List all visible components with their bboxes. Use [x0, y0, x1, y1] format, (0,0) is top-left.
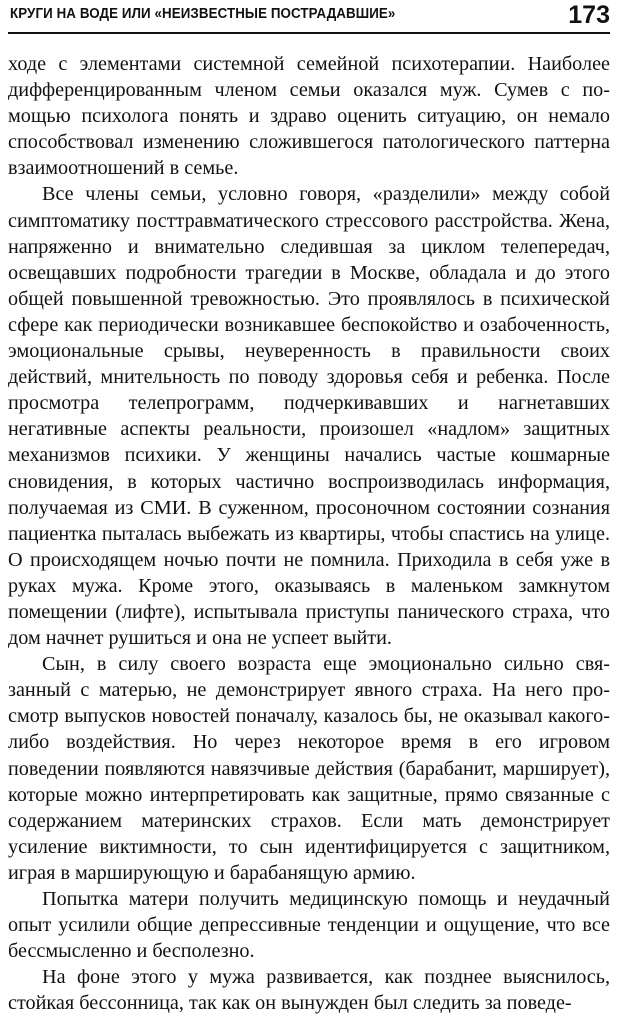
- running-title: КРУГИ НА ВОДЕ ИЛИ «НЕИЗВЕСТНЫЕ ПОСТРАДАВШИЕ»: [10, 6, 396, 22]
- paragraph: Сын, в силу своего возраста еще эмоционально сильно связанный с матерью, не демонстрирует явного страха. На него просмотр выпусков новостей поначалу, казалось бы, не оказывал какого-либо воздействия. Но через некоторое время в его игровом поведении появляются навязчивые действия (барабанит, марширует), которые можно интерпретировать как защитные, прямо связанные с содержанием материнских страхов. Если мать демонстрирует усиление виктимности, то сын идентифицируется с защитником, играя в марширующую и барабанящую армию.: [8, 653, 610, 884]
- paragraph: Все члены семьи, условно говоря, «разделили» между собой симптоматику посттравматического стрессового расстройства. Жена, напряженно и внимательно следившая за циклом телепередач, освещавших подробности трагедии в Москве, обладала и до этого общей повышенной тревожностью. Это проявлялось в психической сфере как периодически возникавшее беспокойство и озабоченность, эмоциональные срывы, неуверенность в правильности своих действий, мнительность по поводу здоровья себя и ребенка. После просмотра телепрограмм, подчеркивавших и нагнетавших негативные аспекты реальности, произошел «надлом» защитных механизмов психики. У женщины начались частые кошмарные сновидения, в которых частично воспроизводилась информация, получаемая из СМИ. В суженном, просоночном состоянии сознания пациентка пыталась выбежать из квартиры, чтобы спастись на улице. О происходящем ночью почти не помнила. Приходила в себя уже в руках мужа. Кроме этого, оказываясь в маленьком замкнутом помещении (лифте), испытывала приступы панического страха, что дом начнет рушиться и она не успеет выйти.: [8, 183, 610, 650]
- body-text: [8, 51, 610, 1016]
- paragraph-continued: ходе с элементами системной семейной психотерапии. Наиболее дифференцированным членом семьи оказался муж. Сумев с помощью психолога понять и здраво оценить ситуацию, он немало способствовал изменению сложившегося патологического паттерна взаимоотношений в семье.: [8, 53, 610, 180]
- running-header: [8, 0, 610, 34]
- paragraph: На фоне этого у мужа развивается, как позднее выяснилось, стойкая бессонница, так как он вынужден был следить за поведе-: [8, 966, 610, 1015]
- paragraph: Попытка матери получить медицинскую помощь и неудачный опыт усилили общие депрессивные тенденции и ощущение, что все бессмысленно и бесполезно.: [8, 888, 610, 963]
- page-number: 173: [568, 1, 610, 29]
